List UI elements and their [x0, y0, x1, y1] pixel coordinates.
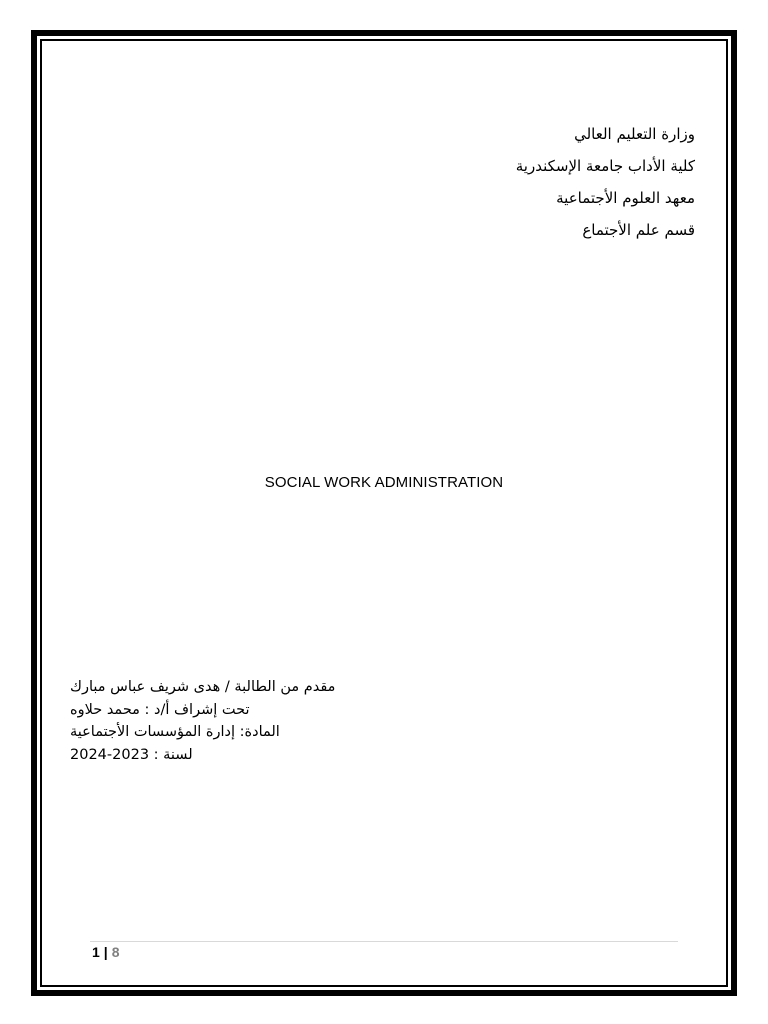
supervisor-line: تحت إشراف أ/د : محمد حلاوه	[70, 701, 250, 718]
department-line: قسم علم الأجتماع	[582, 221, 695, 239]
subject-line: المادة: إدارة المؤسسات الأجتماعية	[70, 724, 280, 740]
faculty-line: كلية الأداب جامعة الإسكندرية	[515, 157, 695, 175]
page-number	[92, 944, 120, 960]
ministry-line: وزارة التعليم العالي	[574, 125, 695, 143]
page-separator: |	[103, 944, 108, 960]
institution-header	[516, 118, 695, 246]
student-name-line: مقدم من الطالبة / هدى شريف عباس مبارك	[70, 679, 336, 695]
footer-divider	[90, 941, 678, 942]
submission-info	[70, 676, 335, 766]
academic-year-line: لسنة : 2023-2024	[70, 746, 193, 763]
page-total: 8	[111, 944, 120, 960]
page-current: 1	[92, 944, 100, 960]
document-title: SOCIAL WORK ADMINISTRATION	[264, 474, 504, 491]
institute-line: معهد العلوم الأجتماعية	[556, 189, 695, 207]
